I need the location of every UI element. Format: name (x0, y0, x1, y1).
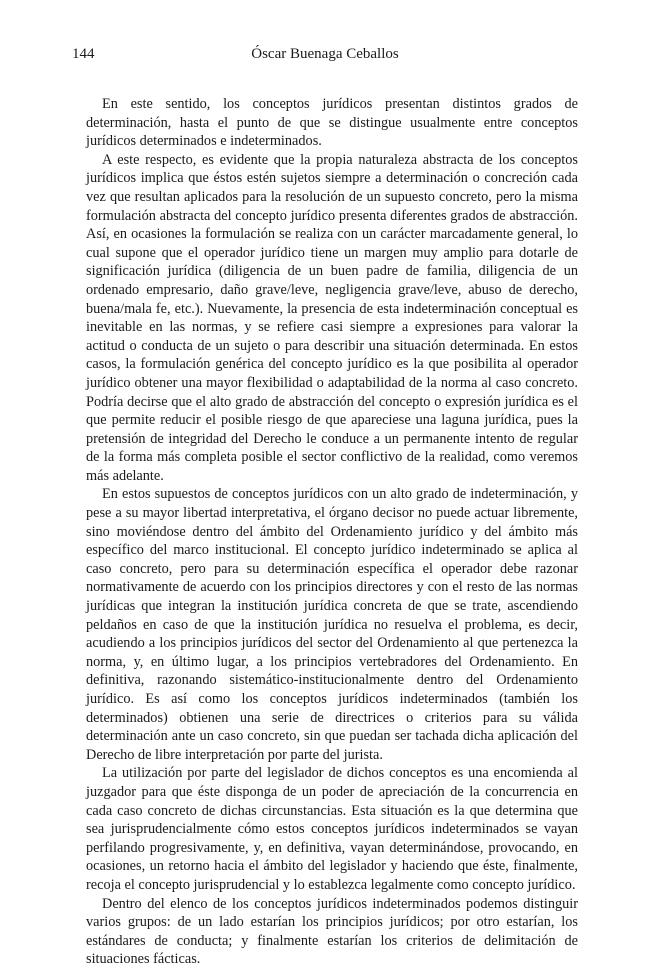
body-text (86, 95, 578, 969)
paragraph-4: La utilización por parte del legislador de dichos conceptos es una encomienda al juzgador para que éste disponga de un poder de apreciación de la concurrencia en cada caso concreto de dichas circunstancias. Esta situación es la que determina que sea jurisprudencialmente cómo estos conceptos jurídicos indeterminados se vayan perfilando progresivamente, y, en definitiva, vayan determinándose, provocando, en ocasiones, un retorno hacia el ámbito del legislador y haciendo que éste, finalmente, recoja el concepto jurisprudencial y lo establezca legalmente como concepto jurídico. (86, 765, 578, 893)
paragraph-2: A este respecto, es evidente que la propia naturaleza abstracta de los conceptos jurídicos implica que éstos estén sujetos siempre a determinación o concreción cada vez que resultan aplicados para la resolución de un supuesto concreto, pero la misma formulación abstracta del concepto jurídico presenta diferentes grados de abstracción. Así, en ocasiones la formulación se realiza con un carácter marcadamente general, lo cual supone que el operador jurídico tiene un margen muy amplio para dotarle de significación jurídica (diligencia de un buen padre de familia, diligencia de un ordenado empresario, daño grave/leve, negligencia grave/leve, abuso de derecho, buena/mala fe, etc.). Nuevamente, la presencia de esta indeterminación conceptual es inevitable en las normas, y se refiere casi siempre a expresiones para valorar la actitud o conducta de un sujeto o para describir una situación determinada. En estos casos, la formulación genérica del concepto jurídico es la que posibilita al operador jurídico obtener una mayor flexibilidad o adaptabilidad de la norma al caso concreto. Podría decirse que el alto grado de abstracción del concepto o expresión jurídica es el que permite reducir el posible riesgo de que apareciese una laguna jurídica, pues la pretensión de integridad del Derecho le conduce a un permanente intento de regular de la forma más completa posible el sector conflictivo de la realidad, como veremos más adelante. (86, 151, 578, 484)
paragraph-5: Dentro del elenco de los conceptos jurídicos indeterminados podemos distinguir varios grupos: de un lado estarían los principios jurídicos; por otro estarían, los estándares de conducta; y finalmente estarían los criterios de delimitación de situaciones fácticas. (86, 895, 578, 968)
running-title: Óscar Buenaga Ceballos (251, 46, 399, 62)
page-number: 144 (72, 46, 95, 62)
paragraph-1: En este sentido, los conceptos jurídicos presentan distintos grados de determinación, hasta el punto de que se distingue usualmente entre conceptos jurídicos determinados e indeterminados. (86, 96, 578, 150)
paragraph-3: En estos supuestos de conceptos jurídicos con un alto grado de indeterminación, y pese a su mayor libertad interpretativa, el órgano decisor no puede actuar libremente, sino moviéndose dentro del ámbito del Ordenamiento jurídico y del ámbito más específico del marco institucional. El concepto jurídico indeterminado se aplica al caso concreto, pero para su determinación específica el operador debe razonar normativamente de acuerdo con los principios directores y con el resto de las normas jurídicas que integran la institución jurídica concreta de que se trate, ascendiendo peldaños en caso de que la institución jurídica no resuelva el problema, es decir, acudiendo a los principios jurídicos del sector del Ordenamiento al que pertenezca la norma, y, en último lugar, a los principios vertebradores del Ordenamiento. En definitiva, razonando sistemático-institucionalmente dentro del Ordenamiento jurídico. Es así como los conceptos jurídicos indeterminados (también los determinados) obtienen una serie de directrices o criterios para su válida determinación ante un caso concreto, sin que puedan ser tachada dicha aplicación del Derecho de libre interpretación por parte del jurista. (86, 486, 578, 763)
running-header (72, 44, 578, 64)
